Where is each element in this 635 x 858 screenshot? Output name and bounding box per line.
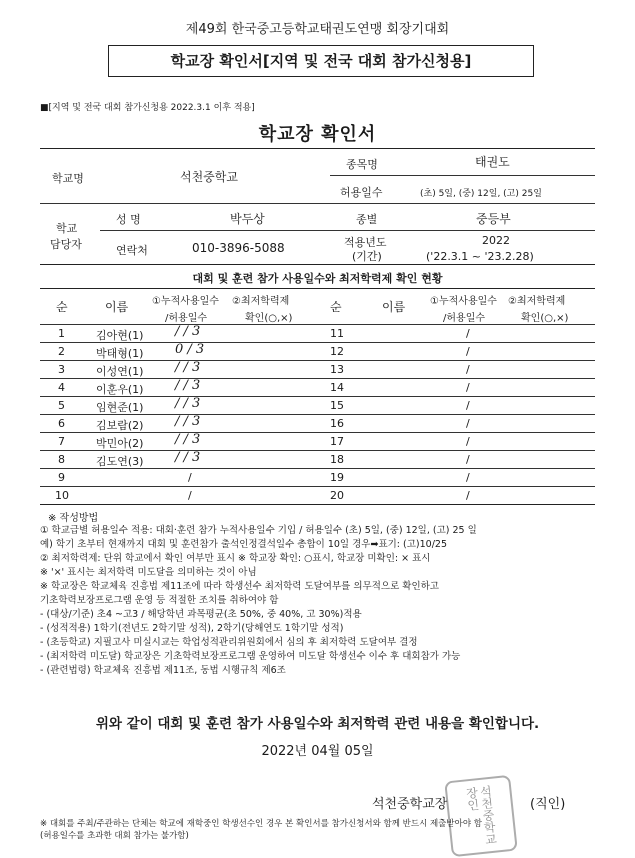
row-no: 8 [58,453,65,466]
info-divider [100,230,595,231]
col-min-header-sub-right: 확인(○,×) [521,313,569,324]
school-name-value: 석천중학교 [180,170,238,184]
footnote [40,818,610,842]
row-days: / [466,435,470,448]
row-name: 김보람(2) [96,419,144,432]
row-no: 20 [330,489,344,502]
row-name: 박민아(2) [96,437,144,450]
method-line: ※ 학교장은 학교체육 진흥법 제11조에 따라 학생선수 최저학력 도달여부를 의무적으로 확인하고 [40,581,439,592]
row-days: / / 3 [175,324,201,339]
row-no: 18 [330,453,344,466]
col-min-header: ②최저학력제 [232,296,290,307]
row-no: 6 [58,417,65,430]
row-no: 10 [55,489,69,502]
event-label: 종목명 [346,158,378,171]
school-name-label: 학교명 [52,172,84,185]
issue-date: 2022년 04월 05일 [261,744,374,759]
staff-name-label: 성 명 [116,213,141,226]
row-days: 0 / 3 [175,342,205,357]
row-days: / [466,345,470,358]
row-days: / [188,471,192,484]
row-no: 13 [330,363,344,376]
method-line: ① 학교급별 허용일수 적용: 대회·훈련 참가 누적사용일수 기입 / 허용일수 (초) 5일, (중) 12일, (고) 25 일 [40,525,477,536]
row-days: / [466,327,470,340]
document-heading: 학교장 확인서[지역 및 전국 대회 참가신청용] [108,45,534,77]
row-days: / [466,489,470,502]
col-days-header: ①누적사용일수 [152,296,219,307]
row-days: / / 3 [175,378,201,393]
method-line: - (성적적용) 1학기(전년도 2학기말 성적), 2학기(당해연도 1학기말 성적) [40,623,344,634]
event-value: 태권도 [475,155,510,169]
row-name: 이훈우(1) [96,383,144,396]
event-title: 제49회 한국중고등학교태권도연맹 회장기대회 [185,22,450,37]
form-title: 학교장 확인서 [258,124,377,145]
staff-label-line2: 담당자 [50,238,82,251]
row-days: / / 3 [175,414,201,429]
row-no: 5 [58,399,65,412]
row-no: 12 [330,345,344,358]
row-no: 16 [330,417,344,430]
method-line: - (대상/기준) 초4 ~고3 / 해당학년 과목평균(초 50%, 중 40%, 고 30%)적용 [40,609,362,620]
allowed-days-label: 허용일수 [340,186,383,199]
row-days: / [466,417,470,430]
info-divider [40,203,595,204]
row-name: 김도연(3) [96,455,144,468]
table-header-divider [40,324,595,325]
row-days: / [188,489,192,502]
row-days: / / 3 [175,432,201,447]
row-no: 19 [330,471,344,484]
method-line: ※ '×' 표시는 최저학력 미도달을 의미하는 것이 아님 [40,567,257,578]
row-name: 임현준(1) [96,401,144,414]
row-no: 7 [58,435,65,448]
method-line: - (관련법령) 학교체육 진흥법 제11조, 동법 시행규칙 제6조 [40,665,286,676]
row-days: / [466,363,470,376]
col-no-header-right: 순 [330,300,342,314]
contact-value: 010-3896-5088 [192,241,285,255]
row-name: 김아현(1) [96,329,144,342]
row-no: 15 [330,399,344,412]
official-seal [444,775,518,857]
info-divider [330,175,595,176]
col-days-header-right: ①누적사용일수 [430,296,497,307]
row-days: / [466,381,470,394]
method-line: ② 최저학력제: 단위 학교에서 확인 여부만 표시 ※ 학교장 확인: ○표시, 학교장 미확인: × 표시 [40,553,431,564]
col-days-header-sub: /허용일수 [165,313,208,324]
contact-label: 연락처 [116,244,148,257]
method-title: ※ 작성방법 [48,513,99,524]
info-bottom-border [40,264,595,265]
info-top-border [40,148,595,149]
apply-period-value: ('22.3.1 ~ '23.2.28) [426,250,534,263]
method-line: 기초학력보장프로그램 운영 등 적절한 조치를 취하여야 함 [40,595,279,606]
row-days: / [466,471,470,484]
col-days-header-sub-right: /허용일수 [443,313,486,324]
footnote-line: (허용일수를 초과한 대회 참가는 불가함) [40,831,189,841]
category-value: 중등부 [476,212,511,226]
method-line: - (최저학력 미도달) 학교장은 기초학력보장프로그램 운영하여 미도달 학생선수 이수 후 대회참가 가능 [40,651,461,662]
row-days: / / 3 [175,360,201,375]
category-label: 종별 [356,213,378,226]
col-name-header-right: 이름 [382,300,406,314]
row-no: 3 [58,363,65,376]
table-row-divider [40,486,595,487]
row-no: 9 [58,471,65,484]
row-days: / [466,399,470,412]
staff-name-value: 박두상 [230,212,265,226]
row-name: 박태형(1) [96,347,144,360]
signer-name: 석천중학교장 [372,797,448,812]
row-days: / / 3 [175,396,201,411]
table-caption: 대회 및 훈련 참가 사용일수와 최저학력제 확인 현황 [192,272,443,285]
footnote-line: ※ 대회를 주최/주관하는 단체는 학교에 재학중인 학생선수인 경우 본 확인서를 참가신청서와 함께 반드시 제출받아야 함 [40,819,482,829]
row-days: / [466,453,470,466]
row-no: 4 [58,381,65,394]
col-min-header-right: ②최저학력제 [508,296,566,307]
staff-label-line1: 학교 [56,222,78,235]
method-line: - (초등학교) 지필고사 미실시교는 학업성적관리위원회에서 심의 후 최저학력 도달여부 결정 [40,637,418,648]
method-line: 예) 학기 초부터 현재까지 대회 및 훈련참가 출석인정결석일수 총합이 10일 경우➡표기: (고)10/25 [40,539,447,550]
applicability-note: ■[지역 및 전국 대회 참가신청용 2022.3.1 이후 적용] [40,103,255,113]
row-no: 2 [58,345,65,358]
confirmation-statement: 위와 같이 대회 및 훈련 참가 사용일수와 최저학력 관련 내용을 확인합니다. [95,716,540,732]
apply-year-value: 2022 [482,234,510,247]
col-name-header: 이름 [105,300,129,314]
col-no-header: 순 [56,300,68,314]
col-min-header-sub: 확인(○,×) [245,313,293,324]
row-name: 이성연(1) [96,365,144,378]
row-no: 1 [58,327,65,340]
row-no: 17 [330,435,344,448]
table-top-border [40,288,595,289]
allowed-days-value: (초) 5일, (중) 12일, (고) 25일 [420,189,542,199]
row-no: 14 [330,381,344,394]
seal-label: (직인) [530,797,566,812]
table-bottom-border [40,504,595,505]
apply-year-sub: (기간) [352,250,382,263]
seal-text: 석천중학교장인 [463,784,499,846]
row-days: / / 3 [175,450,201,465]
row-no: 11 [330,327,344,340]
apply-year-label: 적용년도 [344,236,387,249]
